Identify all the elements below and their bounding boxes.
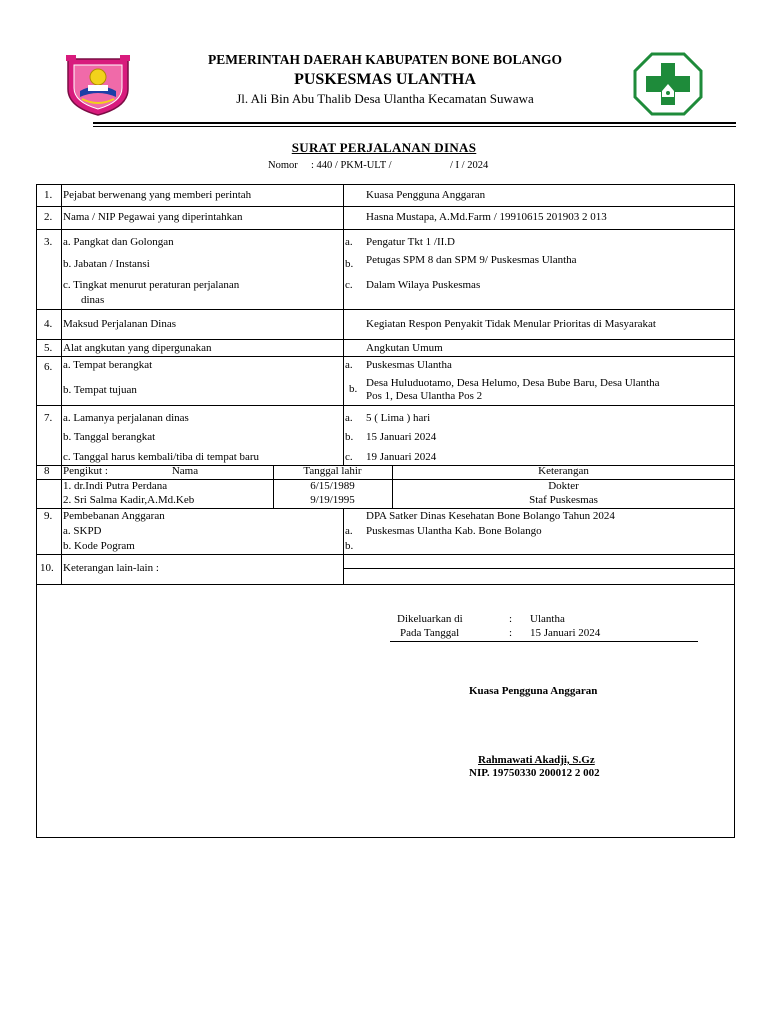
issued-date-colon: :: [509, 627, 513, 639]
row-number: 1.: [44, 189, 53, 201]
signer-nip: NIP. 19750330 200012 2 002: [469, 767, 600, 779]
row-divider: [36, 356, 735, 357]
field-value: Kegiatan Respon Penyakit Tidak Menular Prioritas di Masyarakat: [366, 318, 656, 330]
field-label: Keterangan lain-lain :: [63, 562, 159, 574]
field-value: Puskesmas Ulantha Kab. Bone Bolango: [366, 525, 542, 537]
field-value: Dalam Wilaya Puskesmas: [366, 279, 481, 291]
field-mark: a.: [345, 525, 353, 537]
row-number: 6.: [44, 361, 53, 373]
row-number: 8: [44, 465, 50, 477]
field-label: b. Jabatan / Instansi: [63, 258, 150, 270]
field-mark: a.: [345, 412, 353, 424]
institution-name: PUSKESMAS ULANTHA: [294, 71, 476, 88]
row-divider: [36, 508, 735, 509]
field-value: 5 ( Lima ) hari: [366, 412, 431, 424]
row-divider: [36, 339, 735, 340]
field-label: Maksud Perjalanan Dinas: [63, 318, 177, 330]
row-divider-partial: [343, 568, 735, 569]
row-number: 5.: [44, 342, 53, 354]
field-mark: a.: [345, 236, 353, 248]
row-number: 7.: [44, 412, 53, 424]
row-divider: [36, 229, 735, 230]
field-mark: b.: [349, 383, 358, 395]
field-label: Nama / NIP Pegawai yang diperintahkan: [63, 211, 243, 223]
follower-birthdate: 6/15/1989: [310, 480, 355, 492]
field-mark: c.: [345, 451, 353, 463]
field-label: Pejabat berwenang yang memberi perintah: [63, 189, 252, 201]
field-label: Alat angkutan yang dipergunakan: [63, 342, 212, 354]
nomor-label: Nomor: [268, 160, 298, 171]
row-divider: [36, 206, 735, 207]
column-header-tanggal-lahir: Tanggal lahir: [303, 465, 362, 477]
field-label: c. Tingkat menurut peraturan perjalanan: [63, 279, 240, 291]
field-label: b. Kode Pogram: [63, 540, 135, 552]
institution-address: Jl. Ali Bin Abu Thalib Desa Ulantha Kecamatan Suwawa: [236, 91, 534, 106]
follower-name: 1. dr.Indi Putra Perdana: [63, 480, 168, 492]
field-mark: b.: [345, 258, 354, 270]
field-value: Kuasa Pengguna Anggaran: [366, 189, 486, 201]
nomor-value: : 440 / PKM-ULT /: [311, 160, 392, 171]
nomor-suffix: / I / 2024: [450, 160, 489, 171]
column-header-keterangan: Keterangan: [538, 465, 589, 477]
field-mark: b.: [345, 431, 354, 443]
middle-column-divider: [343, 184, 344, 465]
follower-remark: Staf Puskesmas: [529, 494, 598, 506]
signer-position: Kuasa Pengguna Anggaran: [469, 685, 598, 697]
kabupaten-emblem-icon: [62, 51, 134, 117]
row-divider: [36, 554, 735, 555]
field-value: Hasna Mustapa, A.Md.Farm / 19910615 201903 2 013: [366, 211, 607, 223]
field-value: Desa Huluduotamo, Desa Helumo, Desa Bube Baru, Desa Ulantha: [366, 377, 660, 389]
row-divider: [36, 405, 735, 406]
field-value-continued: Pos 1, Desa Ulantha Pos 2: [366, 390, 483, 402]
government-name: PEMERINTAH DAERAH KABUPATEN BONE BOLANGO: [207, 52, 563, 67]
header-rule-thick: [93, 122, 736, 124]
issued-place-value: Ulantha: [530, 613, 565, 625]
field-mark: c.: [345, 279, 353, 291]
follower-name: 2. Sri Salma Kadir,A.Md.Keb: [63, 494, 195, 506]
field-label-continued: dinas: [81, 294, 105, 306]
field-label: a. SKPD: [63, 525, 102, 537]
field-value: Petugas SPM 8 dan SPM 9/ Puskesmas Ulantha: [366, 254, 577, 266]
header-rule-thin: [93, 126, 736, 127]
field-mark: b.: [345, 540, 354, 552]
middle-column-divider-lower: [343, 508, 344, 584]
issuance-underline: [390, 641, 698, 642]
issued-date-value: 15 Januari 2024: [530, 627, 601, 639]
row-divider: [36, 584, 735, 585]
field-mark: a.: [345, 359, 353, 371]
issued-place-label: Dikeluarkan di: [397, 613, 463, 625]
field-label: c. Tanggal harus kembali/tiba di tempat baru: [63, 451, 260, 463]
field-label: Pengikut :: [63, 465, 108, 477]
field-label: a. Lamanya perjalanan dinas: [63, 412, 189, 424]
row-divider: [36, 309, 735, 310]
field-value: Angkutan Umum: [366, 342, 443, 354]
row-number: 2.: [44, 211, 53, 223]
field-value: 19 Januari 2024: [366, 451, 437, 463]
column-header-nama: Nama: [171, 465, 199, 477]
field-label: b. Tempat tujuan: [63, 384, 137, 396]
field-value: DPA Satker Dinas Kesehatan Bone Bolango Tahun 2024: [366, 510, 615, 522]
row-number: 10.: [40, 562, 54, 574]
row-number: 4.: [44, 318, 53, 330]
signer-name: Rahmawati Akadji, S.Gz: [478, 754, 595, 766]
field-label: a. Tempat berangkat: [63, 359, 153, 371]
row-number: 9.: [44, 510, 53, 522]
field-value: 15 Januari 2024: [366, 431, 437, 443]
follower-remark: Dokter: [548, 480, 579, 492]
issued-date-label: Pada Tanggal: [400, 627, 460, 639]
row-number: 3.: [44, 236, 53, 248]
field-label: b. Tanggal berangkat: [63, 431, 156, 443]
document-title: SURAT PERJALANAN DINAS: [291, 140, 477, 155]
number-column-divider: [61, 184, 62, 584]
issued-place-colon: :: [509, 613, 513, 625]
field-label: a. Pangkat dan Golongan: [63, 236, 174, 248]
field-label: Pembebanan Anggaran: [63, 510, 165, 522]
health-cross-logo-icon: [632, 51, 704, 117]
field-value: Pengatur Tkt 1 /II.D: [366, 236, 456, 248]
follower-birthdate: 9/19/1995: [310, 494, 355, 506]
field-value: Puskesmas Ulantha: [366, 359, 452, 371]
